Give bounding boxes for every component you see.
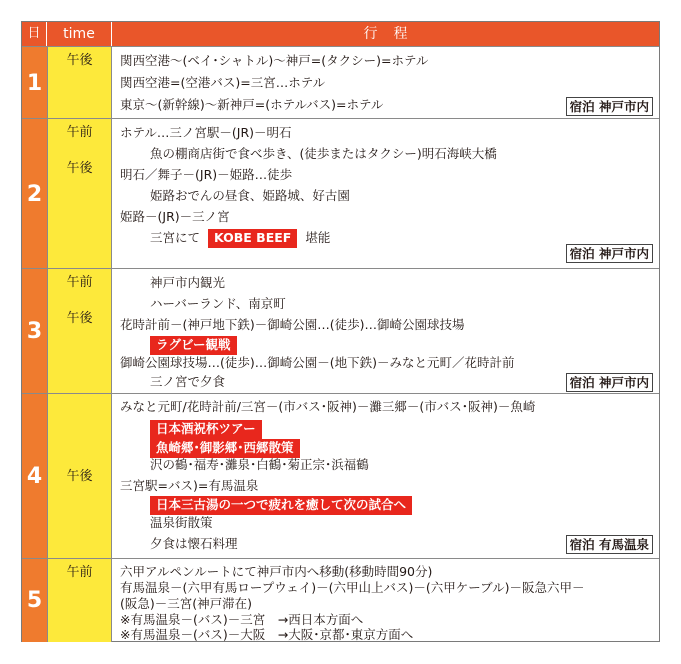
highlight-tag: 魚崎郷･御影郷･西郷散策: [150, 439, 300, 458]
day-row-5: [22, 558, 659, 642]
day-number: 5: [22, 559, 47, 642]
day-number: 4: [22, 394, 47, 559]
route-text: 三宮にて: [150, 230, 201, 245]
day-row-3: [22, 268, 659, 394]
time-label: 午後: [66, 469, 93, 484]
route-line: 関西空港=(空港バス)=三宮…ホテル: [120, 75, 326, 90]
stay-badge: 宿泊 神戸市内: [566, 97, 653, 116]
stay-badge: 宿泊 神戸市内: [566, 244, 653, 263]
time-column: [47, 47, 112, 119]
stay-badge: 宿泊 神戸市内: [566, 373, 653, 392]
route-line: 神戸市内観光: [150, 275, 226, 290]
route-line: 六甲アルペンルートにて神戸市内へ移動(移動時間90分): [120, 564, 433, 579]
route-line: 有馬温泉－(六甲有馬ロープウェイ)－(六甲山上バス)－(六甲ケーブル)－阪急六甲－: [120, 580, 585, 595]
time-label: 午後: [66, 311, 93, 326]
route-cell: [112, 47, 659, 119]
highlight-tag: 日本酒祝杯ツアー: [150, 420, 262, 439]
route-line: 三ノ宮で夕食: [150, 374, 226, 389]
highlight-tag: ラグビー観戦: [150, 336, 237, 355]
time-column: [47, 394, 112, 559]
route-text: 堪能: [305, 230, 331, 245]
route-line: 明石／舞子－(JR)－姫路…徒歩: [120, 167, 293, 182]
route-cell: [112, 269, 659, 394]
header-time: time: [47, 22, 112, 46]
time-label: 午後: [66, 53, 93, 68]
day-row-4: [22, 393, 659, 559]
route-line: (阪急)－三宮(神戸滞在): [120, 596, 253, 611]
table-header: [22, 22, 659, 46]
highlight-tag: 日本三古湯の一つで疲れを癒して次の試合へ: [150, 496, 412, 515]
route-cell: [112, 559, 659, 642]
route-line: 温泉街散策: [150, 515, 213, 530]
day-row-2: [22, 118, 659, 269]
time-label: 午前: [66, 125, 93, 140]
route-line: 姫路－(JR)－三ノ宮: [120, 209, 230, 224]
time-column: [47, 119, 112, 269]
route-cell: [112, 394, 659, 559]
route-line: 三宮駅=バス)=有馬温泉: [120, 478, 259, 493]
route-line: 関西空港～(ベイ･シャトル)～神戸=(タクシー)=ホテル: [120, 53, 429, 68]
route-line: 夕食は懐石料理: [150, 536, 238, 551]
route-line: 沢の鶴･福寿･灘泉･白鶴･菊正宗･浜福鶴: [150, 457, 369, 472]
day-number: 1: [22, 47, 47, 119]
highlight-tag: KOBE BEEF: [208, 229, 297, 248]
time-label: 午前: [66, 275, 93, 290]
header-route: 行程: [363, 26, 424, 42]
time-label: 午前: [66, 565, 93, 580]
time-label: 午後: [66, 161, 93, 176]
day-number: 3: [22, 269, 47, 394]
route-line: ※有馬温泉－(バス)－三宮 →西日本方面へ: [120, 612, 364, 627]
route-line: [150, 227, 330, 249]
itinerary-table: [21, 21, 660, 642]
route-cell: [112, 119, 659, 269]
route-line: みなと元町/花時計前/三宮－(市バス･阪神)－灘三郷－(市バス･阪神)－魚崎: [120, 399, 536, 414]
header-day: 日: [22, 22, 47, 46]
day-number: 2: [22, 119, 47, 269]
route-line: 姫路おでんの昼食、姫路城、好古園: [150, 188, 350, 203]
route-line: ハーバーランド、南京町: [150, 296, 286, 311]
day-row-1: [22, 46, 659, 119]
route-line: 東京～(新幹線)～新神戸=(ホテルバス)=ホテル: [120, 97, 384, 112]
route-line: ホテル…三ノ宮駅－(JR)－明石: [120, 125, 292, 140]
stay-badge: 宿泊 有馬温泉: [566, 535, 653, 554]
time-column: [47, 559, 112, 642]
route-line: 花時計前－(神戸地下鉄)－御崎公園…(徒歩)…御崎公園球技場: [120, 317, 465, 332]
time-column: [47, 269, 112, 394]
route-line: 魚の棚商店街で食べ歩き、(徒歩またはタクシー)明石海峡大橋: [150, 146, 497, 161]
route-line: 御崎公園球技場…(徒歩)…御崎公園－(地下鉄)－みなと元町／花時計前: [120, 355, 515, 370]
route-line: ※有馬温泉－(バス)－大阪 →大阪･京都･東京方面へ: [120, 627, 414, 642]
